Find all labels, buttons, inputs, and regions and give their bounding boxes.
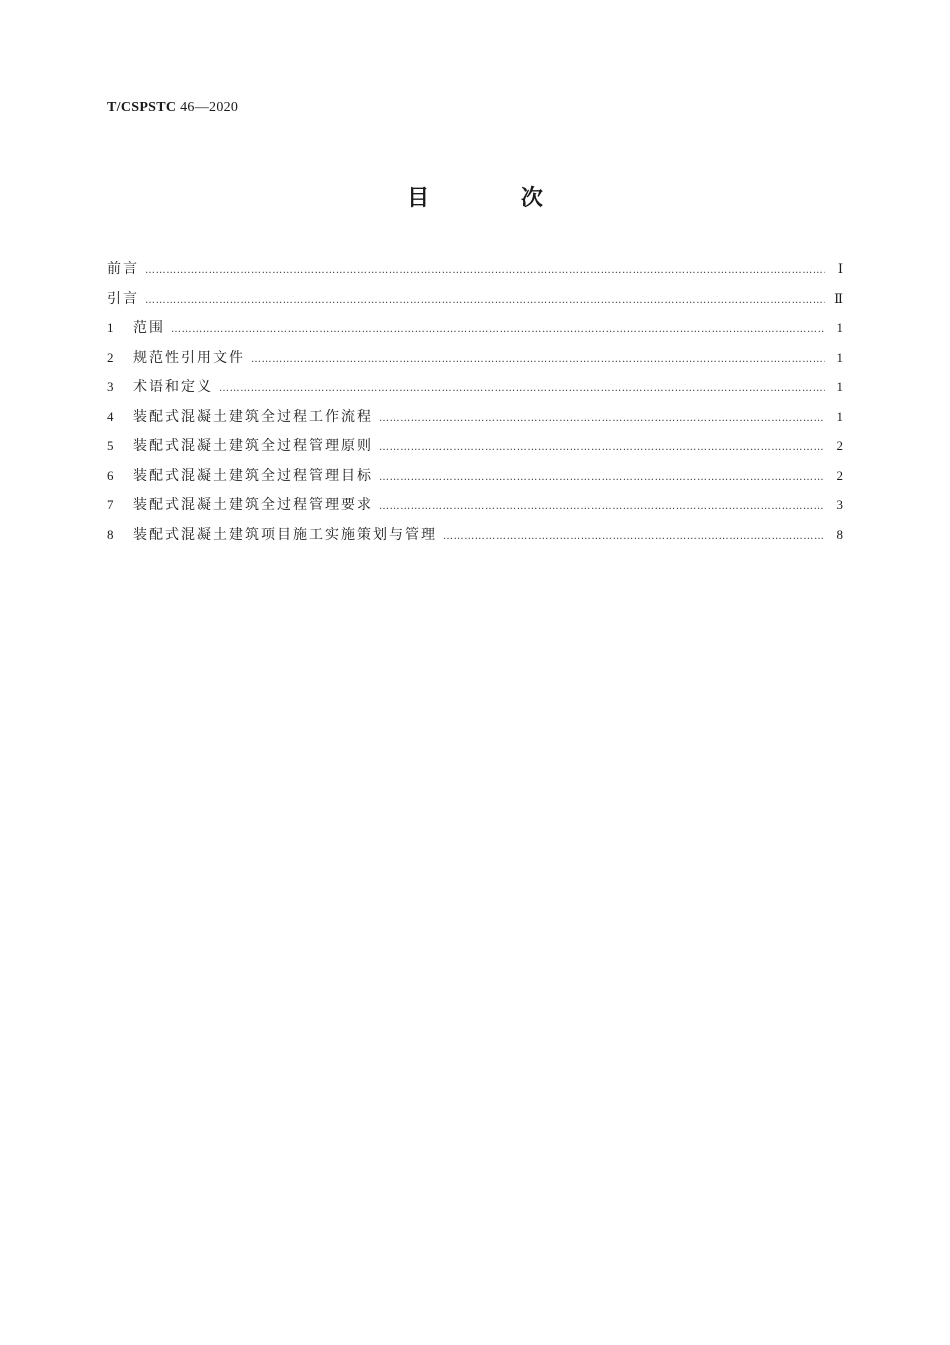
toc-leader-dots [219,383,825,394]
toc-entry-number: 8 [107,526,114,542]
toc-entry-6[interactable] [107,465,843,495]
document-code-number: 46—2020 [180,100,239,115]
toc-entry-foreword[interactable] [107,258,843,288]
toc-leader-dots [379,442,825,453]
toc-entry-introduction[interactable] [107,288,843,318]
document-code-prefix: T/CSPSTC [107,100,177,115]
toc-entry-number: 6 [107,467,114,483]
toc-entry-label: 引言 [107,290,139,307]
toc-entry-page: Ⅱ [834,290,843,306]
toc-entry-label: 术语和定义 [133,379,213,395]
toc-entry-page: Ⅰ [837,261,843,276]
toc-leader-dots [379,472,825,483]
toc-entry-number: 1 [107,320,114,335]
toc-entry-4[interactable] [107,406,843,436]
toc-entry-page: 1 [836,320,843,335]
toc-entry-label: 装配式混凝土建筑全过程工作流程 [133,408,373,425]
toc-entry-label: 装配式混凝土建筑全过程管理目标 [133,467,373,484]
toc-entry-number: 3 [107,379,114,394]
toc-entry-page: 3 [836,497,843,512]
toc-leader-dots [145,295,825,306]
document-code [107,100,238,116]
toc-title: 目 次 [407,186,585,211]
toc-entry-page: 1 [836,379,843,394]
toc-entry-5[interactable] [107,435,843,465]
toc-entry-8[interactable] [107,524,843,554]
toc-leader-dots [251,354,825,365]
toc-entry-label: 装配式混凝土建筑全过程管理要求 [133,497,373,513]
toc-entry-label: 装配式混凝土建筑项目施工实施策划与管理 [133,526,437,543]
toc-entry-number: 2 [107,349,114,365]
toc-entry-label: 范围 [133,320,165,336]
toc-entry-3[interactable] [107,376,843,406]
toc-leader-dots [379,501,825,512]
toc-leader-dots [443,531,825,542]
toc-entry-page: 1 [836,408,843,424]
toc-entry-label: 前言 [107,261,139,277]
toc-entry-label: 装配式混凝土建筑全过程管理原则 [133,438,373,454]
toc-entry-label: 规范性引用文件 [133,349,245,366]
toc-entry-number: 4 [107,408,114,424]
toc-leader-dots [145,265,825,276]
toc-entry-page: 1 [836,349,843,365]
table-of-contents [107,258,843,553]
toc-entry-7[interactable] [107,494,843,524]
toc-entry-page: 8 [836,526,843,542]
toc-entry-number: 5 [107,438,114,453]
toc-entry-2[interactable] [107,347,843,377]
toc-entry-1[interactable] [107,317,843,347]
toc-entry-page: 2 [836,467,843,483]
toc-leader-dots [379,413,825,424]
toc-entry-page: 2 [836,438,843,453]
toc-entry-number: 7 [107,497,114,512]
toc-leader-dots [171,324,825,335]
